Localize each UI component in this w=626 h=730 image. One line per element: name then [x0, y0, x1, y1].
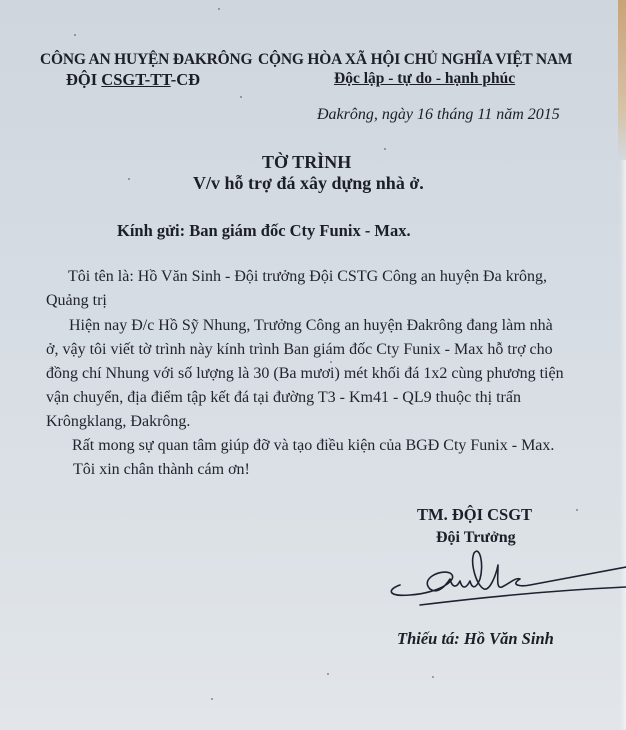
paper-speck: [74, 34, 76, 36]
issuing-unit-prefix: ĐỘI: [66, 70, 102, 89]
body-paragraph-3: Rất mong sự quan tâm giúp đỡ và tạo điều kiện của BGĐ Cty Funix - Max.: [72, 437, 555, 454]
paper-speck: [384, 148, 386, 150]
signatory-name: Thiếu tá: Hồ Văn Sinh: [397, 629, 554, 648]
recipient-line: Kính gửi: Ban giám đốc Cty Funix - Max.: [117, 221, 411, 240]
issuing-agency: CÔNG AN HUYỆN ĐAKRÔNG: [40, 51, 253, 68]
body-paragraph-2-line-1: Hiện nay Đ/c Hồ Sỹ Nhung, Trưởng Công an huyện Đakrông đang làm nhà: [69, 317, 553, 334]
table-edge: [618, 0, 626, 160]
paper-speck: [240, 96, 242, 98]
document-subject: V/v hỗ trợ đá xây dựng nhà ở.: [193, 173, 424, 193]
body-paragraph-1-line-1: Tôi tên là: Hồ Văn Sinh - Đội trưởng Đội CSTG Công an huyện Đa krông,: [68, 268, 548, 285]
body-paragraph-2-line-4: vận chuyển, địa điểm tập kết đá tại đường T3 - Km41 - QL9 thuộc thị trấn: [46, 389, 521, 406]
national-title: CỘNG HÒA XÃ HỘI CHỦ NGHĨA VIỆT NAM: [258, 51, 573, 68]
paper-speck: [576, 509, 578, 511]
paper-speck: [330, 361, 332, 363]
document-title: TỜ TRÌNH: [262, 152, 352, 172]
signature-role: Đội Trưởng: [436, 529, 516, 546]
handwritten-signature-icon: [380, 545, 626, 625]
issuing-unit: [66, 70, 200, 90]
body-paragraph-2-line-3: đồng chí Nhung với số lượng là 30 (Ba mươi) mét khối đá 1x2 cùng phương tiện: [46, 365, 564, 382]
paper-edge: [620, 160, 626, 730]
body-paragraph-4: Tôi xin chân thành cám ơn!: [73, 461, 250, 478]
place-date: Đakrông, ngày 16 tháng 11 năm 2015: [317, 106, 560, 123]
paper-speck: [432, 676, 434, 678]
issuing-unit-underlined: CSGT-TT: [101, 70, 171, 89]
signature-organization: TM. ĐỘI CSGT: [417, 505, 533, 524]
issuing-unit-suffix: -CĐ: [170, 70, 201, 89]
body-paragraph-1-line-2: Quảng trị: [46, 292, 107, 309]
paper-speck: [128, 178, 130, 180]
paper-speck: [327, 673, 329, 675]
body-paragraph-2-line-5: Krôngklang, Đakrông.: [46, 413, 191, 430]
body-paragraph-2-line-2: ở, vậy tôi viết tờ trình này kính trình Ban giám đốc Cty Funix - Max hỗ trợ cho: [46, 341, 553, 358]
paper-speck: [211, 698, 213, 700]
national-motto: Độc lập - tự do - hạnh phúc: [334, 70, 516, 87]
paper-speck: [218, 8, 220, 10]
